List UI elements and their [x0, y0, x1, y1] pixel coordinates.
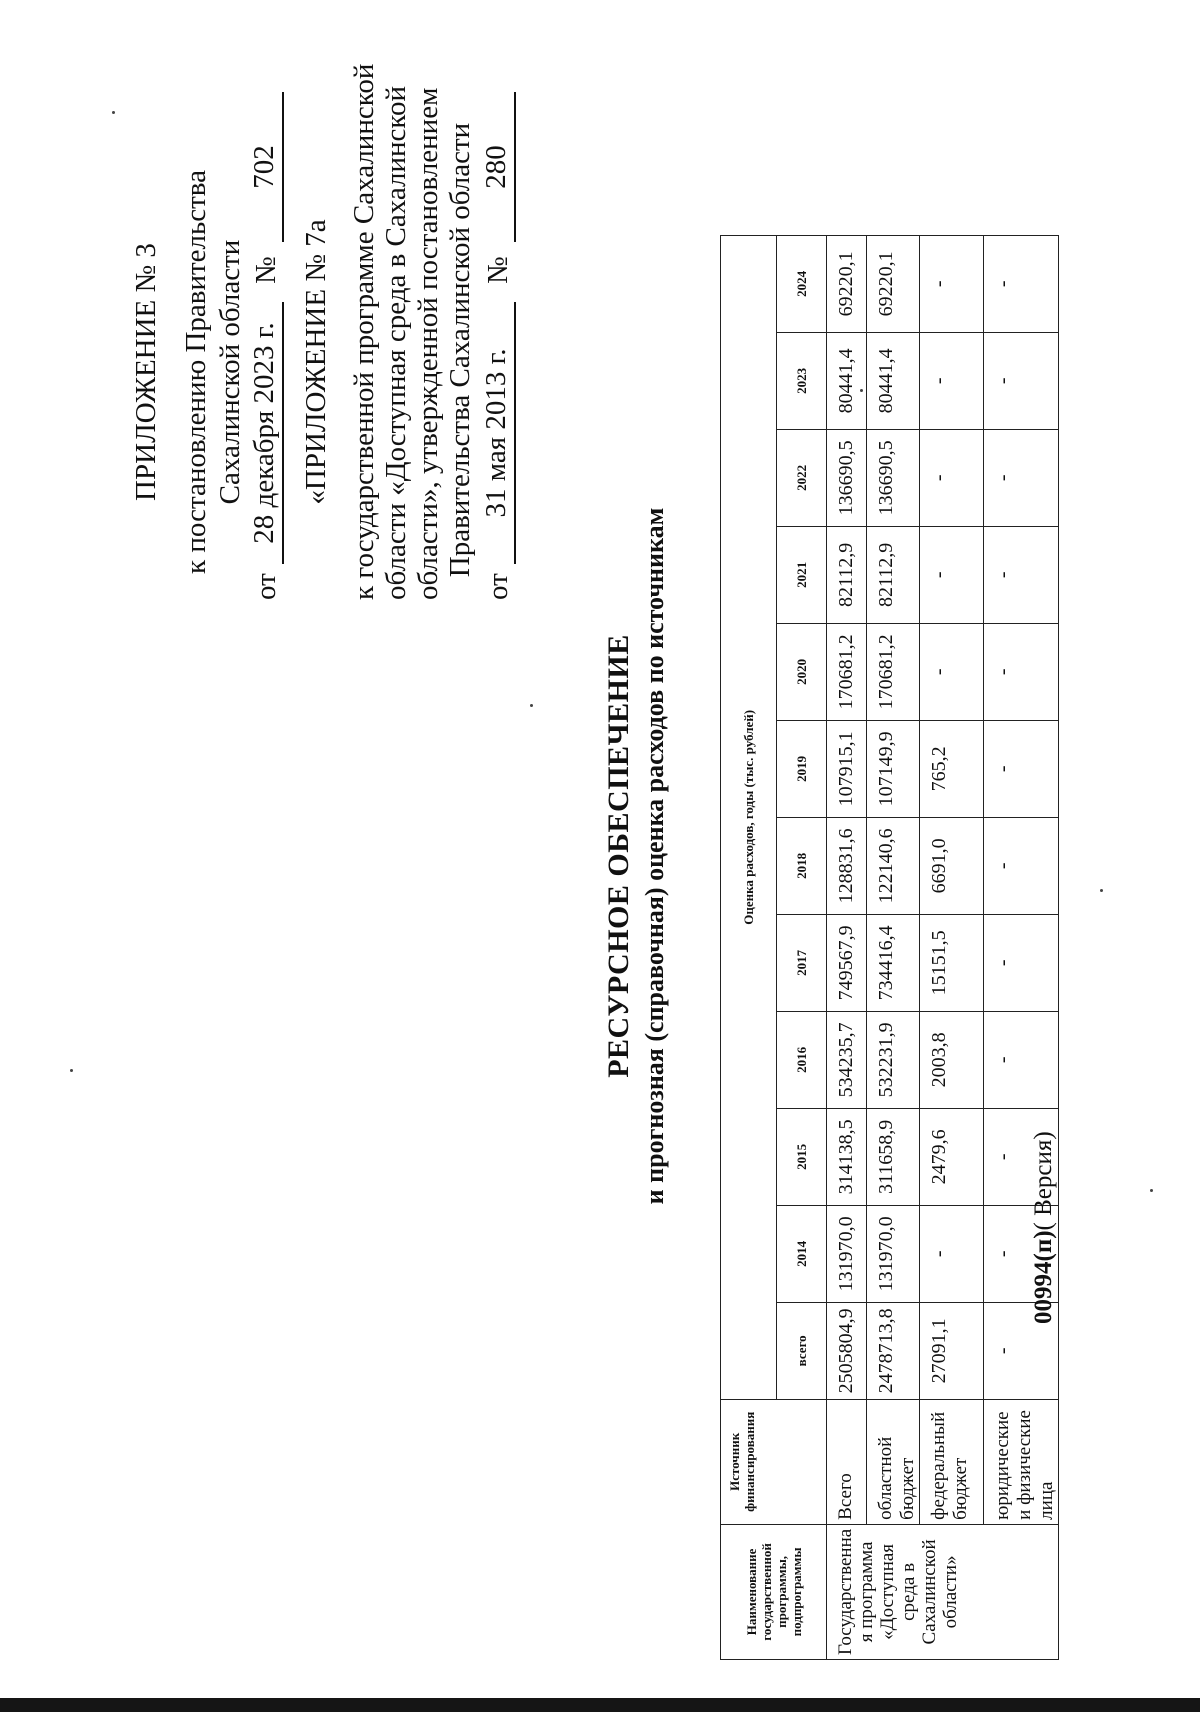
prior-date: 31 мая 2013 г.	[480, 302, 516, 564]
value-cell: 122140,6	[867, 817, 920, 914]
scan-speck	[1150, 1189, 1153, 1192]
value-cell: -	[920, 429, 984, 526]
scan-edge	[0, 1698, 1200, 1712]
value-cell: -	[984, 1205, 1059, 1302]
value-cell: 170681,2	[867, 623, 920, 720]
year-header: всего	[777, 1302, 827, 1399]
scan-speck	[70, 1069, 73, 1072]
value-cell: 170681,2	[827, 623, 867, 720]
value-cell: -	[920, 623, 984, 720]
prior-number: 280	[480, 92, 516, 242]
prior-line-4: Правительства Сахалинской области	[444, 122, 476, 578]
source-cell: областной бюджет	[867, 1399, 920, 1524]
year-header: 2024	[777, 235, 827, 332]
scan-speck	[112, 111, 115, 114]
value-cell: 532231,9	[867, 1011, 920, 1108]
program-name: Государственна я программа «Доступная среда в Сахалинской области»	[827, 1524, 1059, 1659]
table-row	[984, 235, 1059, 1659]
value-cell: 82112,9	[827, 526, 867, 623]
value-cell: -	[984, 429, 1059, 526]
value-cell: -	[984, 526, 1059, 623]
value-cell: -	[984, 1108, 1059, 1205]
source-cell: юридические и физические лица	[984, 1399, 1059, 1524]
header-program: Наименование государственной программы, подпрограммы	[721, 1524, 827, 1659]
year-header: 2018	[777, 817, 827, 914]
value-cell: 534235,7	[827, 1011, 867, 1108]
prior-from-label: от	[482, 573, 514, 600]
year-header: 2019	[777, 720, 827, 817]
value-cell: -	[984, 332, 1059, 429]
prior-line-1: к государственной программе Сахалинской	[348, 63, 380, 600]
year-header: 2022	[777, 429, 827, 526]
resolution-line-2: Сахалинской области	[214, 239, 246, 505]
value-cell: 80441,4	[867, 332, 920, 429]
value-cell: 15151,5	[920, 914, 984, 1011]
scan-speck	[530, 704, 533, 707]
scan-speck	[860, 389, 863, 392]
table-row	[867, 235, 920, 1659]
year-header: 2015	[777, 1108, 827, 1205]
document-code-number: 00994(п)	[1030, 1230, 1057, 1324]
value-cell: 734416,4	[867, 914, 920, 1011]
value-cell: 765,2	[920, 720, 984, 817]
document-code	[1030, 1131, 1058, 1324]
value-cell: 107915,1	[827, 720, 867, 817]
document-subtitle: и прогнозная (справочная) оценка расходов по источникам	[640, 507, 669, 1205]
year-header: 2020	[777, 623, 827, 720]
resolution-date: 28 декабря 2023 г.	[248, 302, 284, 564]
value-cell: 2505804,9	[827, 1302, 867, 1399]
value-cell: 69220,1	[867, 235, 920, 332]
value-cell: 131970,0	[827, 1205, 867, 1302]
value-cell: 136690,5	[827, 429, 867, 526]
source-cell: федеральный бюджет	[920, 1399, 984, 1524]
value-cell: 128831,6	[827, 817, 867, 914]
value-cell: 136690,5	[867, 429, 920, 526]
value-cell: 80441,4	[827, 332, 867, 429]
value-cell: 131970,0	[867, 1205, 920, 1302]
value-cell: -	[984, 817, 1059, 914]
value-cell: -	[984, 914, 1059, 1011]
appendix-title: ПРИЛОЖЕНИЕ № 3	[130, 243, 162, 501]
value-cell: -	[920, 526, 984, 623]
value-cell: -	[920, 1205, 984, 1302]
value-cell: 82112,9	[867, 526, 920, 623]
value-cell: -	[984, 623, 1059, 720]
value-cell: -	[984, 235, 1059, 332]
document-version: ( Версия)	[1030, 1131, 1057, 1231]
value-cell: -	[984, 1302, 1059, 1399]
value-cell: 2478713,8	[867, 1302, 920, 1399]
year-header: 2021	[777, 526, 827, 623]
year-header: 2016	[777, 1011, 827, 1108]
value-cell: -	[920, 332, 984, 429]
document-title: РЕСУРСНОЕ ОБЕСПЕЧЕНИЕ	[602, 634, 635, 1078]
value-cell: 69220,1	[827, 235, 867, 332]
resource-table	[720, 235, 1059, 1660]
source-cell: Всего	[827, 1399, 867, 1524]
value-cell: -	[920, 235, 984, 332]
number-label: №	[250, 256, 282, 284]
prior-appendix-title: «ПРИЛОЖЕНИЕ № 7а	[300, 219, 332, 505]
value-cell: 2003,8	[920, 1011, 984, 1108]
prior-number-label: №	[482, 256, 514, 284]
year-header: 2014	[777, 1205, 827, 1302]
value-cell: -	[984, 720, 1059, 817]
from-label: от	[250, 573, 282, 600]
prior-line-3: области», утвержденной постановлением	[412, 87, 444, 600]
value-cell: 749567,9	[827, 914, 867, 1011]
table-row	[827, 235, 867, 1659]
table-row	[920, 235, 984, 1659]
value-cell: 311658,9	[867, 1108, 920, 1205]
value-cell: 314138,5	[827, 1108, 867, 1205]
header-source: Источник финансирования	[721, 1399, 827, 1524]
value-cell: 107149,9	[867, 720, 920, 817]
year-header: 2017	[777, 914, 827, 1011]
value-cell: 2479,6	[920, 1108, 984, 1205]
prior-line-2: области «Доступная среда в Сахалинской	[380, 85, 412, 600]
value-cell: 6691,0	[920, 817, 984, 914]
year-header: 2023	[777, 332, 827, 429]
value-cell: 27091,1	[920, 1302, 984, 1399]
resolution-line-1: к постановлению Правительства	[180, 170, 212, 574]
value-cell: -	[984, 1011, 1059, 1108]
scan-speck	[1100, 889, 1103, 892]
header-estimate: Оценка расходов, годы (тыс. рублей)	[721, 235, 777, 1399]
resolution-number: 702	[248, 92, 284, 242]
